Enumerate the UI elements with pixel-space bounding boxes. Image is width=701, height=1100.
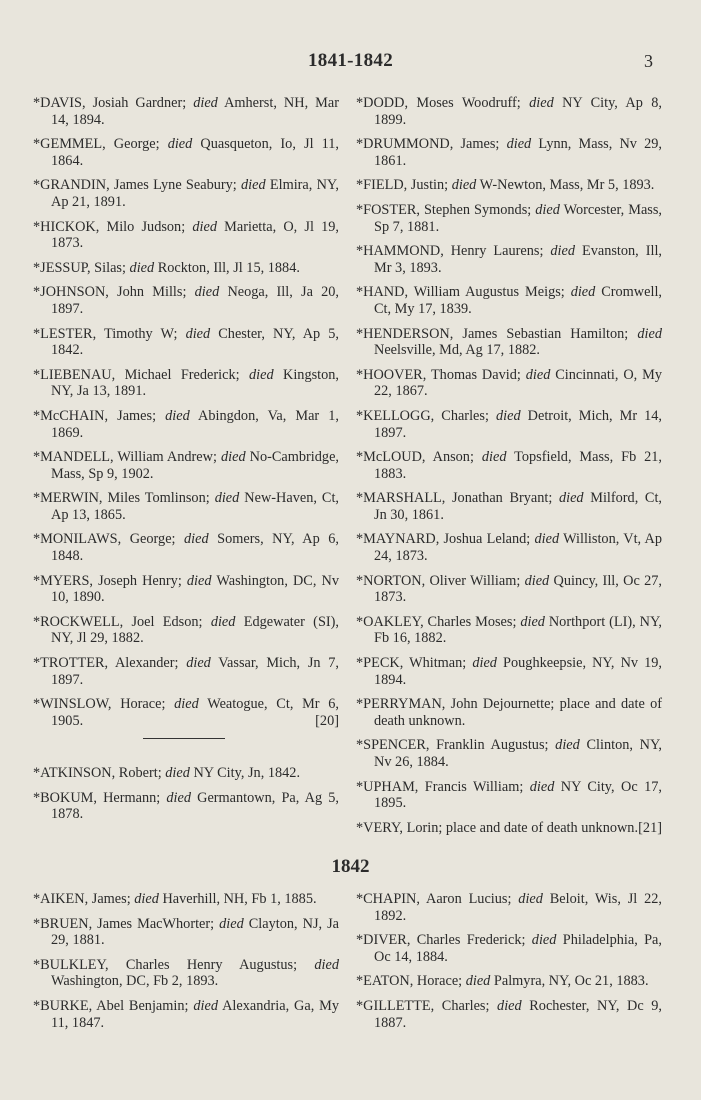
entry-place-date: Clayton, NJ, Ja 29, 1881. — [51, 915, 339, 949]
entry-place-date: Washington, DC, Fb 2, 1893. — [51, 973, 219, 990]
entry-name: *JESSUP, Silas; — [33, 259, 130, 276]
entry-place-date: Milford, Ct, Jn 30, 1861. — [374, 490, 662, 523]
entry-name: *MARSHALL, Jonathan Bryant; — [356, 490, 559, 507]
entry-died-label: died — [525, 366, 551, 383]
entry-place-date: Palmyra, NY, Oc 21, 1883. — [490, 973, 649, 990]
entry-name: *KELLOGG, Charles; — [356, 407, 496, 424]
obituary-entry — [33, 614, 339, 647]
obituary-entry — [33, 790, 339, 823]
entry-place-date: Abingdon, Va, Mar 1, 1869. — [51, 407, 339, 441]
entry-died-label: died — [184, 531, 209, 548]
entry-died-label: died — [555, 737, 580, 754]
entry-place-date: Germantown, Pa, Ag 5, 1878. — [51, 789, 339, 823]
entry-died-label: died — [174, 696, 199, 713]
obituary-entry — [33, 957, 339, 990]
obituary-entry — [356, 449, 662, 482]
obituary-entry — [356, 490, 662, 523]
obituary-entry — [356, 367, 662, 400]
entry-place-date: Clinton, NY, Nv 26, 1884. — [374, 737, 662, 770]
entry-place-date: Williston, Vt, Ap 24, 1873. — [374, 531, 663, 565]
entry-died-label: died — [193, 95, 218, 111]
obituary-entry — [33, 449, 339, 482]
entry-died-label: died — [214, 490, 240, 507]
obituary-entry — [33, 573, 339, 606]
entry-place-date: New-Haven, Ct, Ap 13, 1865. — [51, 490, 339, 523]
entry-place-date: Worcester, Mass, Sp 7, 1881. — [374, 201, 662, 235]
entry-died-label: died — [165, 407, 190, 424]
entry-place-date: Poughkeepsie, NY, Nv 19, 1894. — [374, 655, 662, 688]
entry-place-date: Kingston, NY, Ja 13, 1891. — [51, 366, 340, 400]
entry-place-date: Neelsville, Md, Ag 17, 1882. — [374, 342, 540, 359]
entry-name: *BURKE, Abel Benjamin; — [33, 997, 194, 1014]
obituary-entry — [33, 490, 339, 523]
entry-died-label: died — [495, 407, 521, 424]
entry-place-date: Elmira, NY, Ap 21, 1891. — [51, 177, 339, 210]
obituary-entry — [33, 655, 339, 688]
entry-name: *CHAPIN, Aaron Lucius; — [356, 891, 519, 907]
entry-died-label: died — [165, 765, 190, 781]
entry-died-label: died — [248, 366, 274, 383]
entry-died-label: died — [451, 177, 477, 194]
entry-name: *BULKLEY, Charles Henry Augustus; — [33, 956, 315, 973]
entry-name: *HOOVER, Thomas David; — [356, 366, 526, 383]
entry-died-label: died — [529, 778, 555, 795]
left-column-1842 — [33, 891, 339, 1039]
entry-place-date: NY City, Ap 8, 1899. — [374, 95, 662, 128]
entry-place-date: Marietta, O, Jl 19, 1873. — [51, 218, 339, 252]
entry-died-label: died — [166, 789, 191, 806]
entry-name: *HAMMOND, Henry Laurens; — [356, 243, 551, 260]
entry-name: *McCHAIN, James; — [33, 407, 166, 424]
entry-name: *JOHNSON, John Mills; — [33, 284, 195, 301]
entry-name: *McLOUD, Anson; — [356, 449, 482, 466]
entry-name: *MAYNARD, Joshua Leland; — [356, 531, 535, 548]
entry-name: *WINSLOW, Horace; — [33, 696, 175, 713]
entry-reference-number: [21] — [638, 819, 662, 836]
entry-place-date: Edgewater (SI), NY, Jl 29, 1882. — [51, 613, 339, 647]
entry-died-label: died — [518, 891, 543, 907]
entry-name: *UPHAM, Francis William; — [356, 778, 530, 795]
obituary-entry — [356, 408, 662, 441]
left-column-top — [33, 95, 339, 737]
entry-place-date: Alexandria, Ga, My 11, 1847. — [51, 997, 339, 1031]
obituary-entry — [356, 614, 662, 647]
entry-place-date: Amherst, NH, Mar 14, 1894. — [51, 95, 339, 128]
obituary-entry — [33, 696, 339, 729]
entry-died-label: died — [535, 201, 560, 218]
obituary-entry — [33, 891, 339, 908]
obituary-entry — [356, 998, 662, 1031]
entry-name: *DODD, Moses Woodruff; — [356, 95, 530, 111]
obituary-entry — [33, 531, 339, 564]
entry-died-label: died — [506, 136, 532, 153]
entry-died-label: died — [193, 997, 218, 1014]
entry-name: *VERY, Lorin; place and date of death unknown. — [356, 819, 639, 836]
entry-name: *BRUEN, James MacWhorter; — [33, 915, 220, 932]
entry-place-date: Chester, NY, Ap 5, 1842. — [51, 325, 339, 359]
obituary-entry — [356, 655, 662, 688]
entry-died-label: died — [220, 449, 246, 466]
obituary-entry — [33, 219, 339, 252]
entry-place-date: Haverhill, NH, Fb 1, 1885. — [158, 891, 317, 907]
obituary-entry — [356, 737, 662, 770]
entry-reference-number: [20] — [315, 712, 339, 729]
section-divider — [143, 738, 225, 739]
entry-place-date: W-Newton, Mass, Mr 5, 1893. — [476, 177, 655, 194]
obituary-entry — [33, 916, 339, 949]
obituary-entry — [356, 243, 662, 276]
entry-place-date: Quincy, Ill, Oc 27, 1873. — [374, 572, 662, 606]
entry-died-label: died — [210, 613, 236, 630]
entry-died-label: died — [637, 325, 662, 342]
entry-place-date: Lynn, Mass, Nv 29, 1861. — [374, 136, 662, 169]
obituary-entry — [356, 95, 662, 128]
entry-name: *GILLETTE, Charles; — [356, 997, 498, 1014]
entry-place-date: Topsfield, Mass, Fb 21, 1883. — [374, 449, 663, 482]
obituary-entry — [356, 779, 662, 812]
entry-name: *MONILAWS, George; — [33, 531, 185, 548]
entry-place-date: Rockton, Ill, Jl 15, 1884. — [154, 259, 300, 276]
entry-died-label: died — [192, 218, 217, 235]
entry-place-date: Northport (LI), NY, Fb 16, 1882. — [374, 613, 662, 647]
obituary-entry — [33, 177, 339, 210]
entry-place-date: Rochester, NY, Dc 9, 1887. — [374, 997, 662, 1031]
entry-place-date: Vassar, Mich, Jn 7, 1897. — [51, 655, 339, 688]
entry-name: *TROTTER, Alexander; — [33, 655, 187, 672]
entry-name: *ATKINSON, Robert; — [33, 765, 166, 781]
obituary-entry — [356, 891, 662, 924]
obituary-entry — [356, 973, 662, 990]
entry-place-date: NY City, Oc 17, 1895. — [374, 778, 663, 812]
entry-died-label: died — [186, 655, 211, 672]
entry-name: *OAKLEY, Charles Moses; — [356, 613, 521, 630]
entry-name: *DRUMMOND, James; — [356, 136, 507, 153]
obituary-entry — [33, 998, 339, 1031]
entry-name: *GRANDIN, James Lyne Seabury; — [33, 177, 241, 194]
obituary-entry — [356, 820, 662, 837]
obituary-entry — [33, 136, 339, 169]
entry-name: *SPENCER, Franklin Augustus; — [356, 737, 556, 754]
entry-name: *MANDELL, William Andrew; — [33, 449, 221, 466]
entry-place-date: Neoga, Ill, Ja 20, 1897. — [51, 284, 340, 317]
obituary-entry — [356, 284, 662, 317]
entry-died-label: died — [472, 655, 497, 672]
page-number: 3 — [644, 51, 653, 71]
entry-place-date: NY City, Jn, 1842. — [189, 765, 301, 781]
entry-name: *MERWIN, Miles Tomlinson; — [33, 490, 215, 507]
obituary-entry — [356, 696, 662, 729]
obituary-entry — [33, 326, 339, 359]
entry-died-label: died — [219, 915, 244, 932]
entry-name: *FIELD, Justin; — [356, 177, 452, 194]
obituary-entry — [356, 136, 662, 169]
section-heading-1842: 1842 — [331, 856, 370, 877]
entry-died-label: died — [497, 997, 522, 1014]
entry-name: *EATON, Horace; — [356, 973, 466, 990]
entry-died-label: died — [534, 531, 560, 548]
entry-name: *MYERS, Joseph Henry; — [33, 572, 187, 589]
entry-place-date: Philadelphia, Pa, Oc 14, 1884. — [374, 932, 662, 965]
entry-place-date: Weatogue, Ct, Mr 6, 1905. — [51, 696, 339, 729]
obituary-entry — [33, 284, 339, 317]
entry-name: *BOKUM, Hermann; — [33, 789, 167, 806]
entry-died-label: died — [558, 490, 584, 507]
entry-died-label: died — [129, 259, 155, 276]
obituary-entry — [33, 765, 339, 782]
obituary-entry — [356, 932, 662, 965]
entry-died-label: died — [481, 449, 507, 466]
entry-place-date: No-Cambridge, Mass, Sp 9, 1902. — [51, 449, 339, 482]
right-column-top — [356, 95, 662, 844]
entry-died-label: died — [186, 572, 212, 589]
entry-name: *PECK, Whitman; — [356, 655, 473, 672]
entry-name: *HENDERSON, James Sebastian Hamilton; — [356, 325, 638, 342]
entry-name: *GEMMEL, George; — [33, 136, 168, 153]
entry-place-date: Quasqueton, Io, Jl 11, 1864. — [51, 136, 339, 169]
entry-died-label: died — [134, 891, 159, 907]
entry-name: *NORTON, Oliver William; — [356, 572, 525, 589]
entry-place-date: Evanston, Ill, Mr 3, 1893. — [374, 243, 662, 276]
entry-place-date: Cromwell, Ct, My 17, 1839. — [374, 284, 662, 317]
obituary-entry — [33, 95, 339, 128]
obituary-entry — [33, 260, 339, 277]
entry-name: *LESTER, Timothy W; — [33, 325, 186, 342]
entry-name: *HAND, William Augustus Meigs; — [356, 284, 571, 301]
obituary-entry — [356, 326, 662, 359]
right-column-1842 — [356, 891, 662, 1039]
entry-name: *PERRYMAN, John Dejournette; place and date of death unknown. — [356, 696, 662, 729]
entry-place-date: Somers, NY, Ap 6, 1848. — [51, 531, 339, 565]
entry-died-label: died — [241, 177, 266, 194]
obituary-entry — [356, 177, 662, 194]
entry-died-label: died — [167, 136, 193, 153]
entry-died-label: died — [531, 932, 557, 949]
obituary-entry — [356, 531, 662, 564]
obituary-entry — [33, 367, 339, 400]
entry-died-label: died — [529, 95, 554, 111]
entry-place-date: Washington, DC, Nv 10, 1890. — [51, 572, 339, 606]
entry-died-label: died — [570, 284, 596, 301]
entry-died-label: died — [194, 284, 220, 301]
page-title: 1841-1842 — [307, 50, 394, 71]
obituary-entry — [356, 202, 662, 235]
entry-name: *FOSTER, Stephen Symonds; — [356, 201, 536, 218]
entry-died-label: died — [465, 973, 491, 990]
obituary-entry — [33, 408, 339, 441]
entry-died-label: died — [185, 325, 211, 342]
entry-died-label: died — [314, 956, 339, 973]
entry-name: *HICKOK, Milo Judson; — [33, 218, 193, 235]
entry-name: *DIVER, Charles Frederick; — [356, 932, 532, 949]
entry-name: *DAVIS, Josiah Gardner; — [33, 95, 194, 111]
entry-name: *ROCKWELL, Joel Edson; — [33, 613, 211, 630]
entry-died-label: died — [520, 613, 545, 630]
entry-name: *AIKEN, James; — [33, 891, 135, 907]
entry-died-label: died — [550, 243, 576, 260]
obituary-entry — [356, 573, 662, 606]
entry-place-date: Cincinnati, O, My 22, 1867. — [374, 366, 662, 400]
entry-died-label: died — [524, 572, 550, 589]
entry-place-date: Beloit, Wis, Jl 22, 1892. — [374, 891, 662, 924]
entry-place-date: Detroit, Mich, Mr 14, 1897. — [374, 407, 663, 441]
entry-name: *LIEBENAU, Michael Frederick; — [33, 366, 249, 383]
left-column-after-divider — [33, 765, 339, 831]
